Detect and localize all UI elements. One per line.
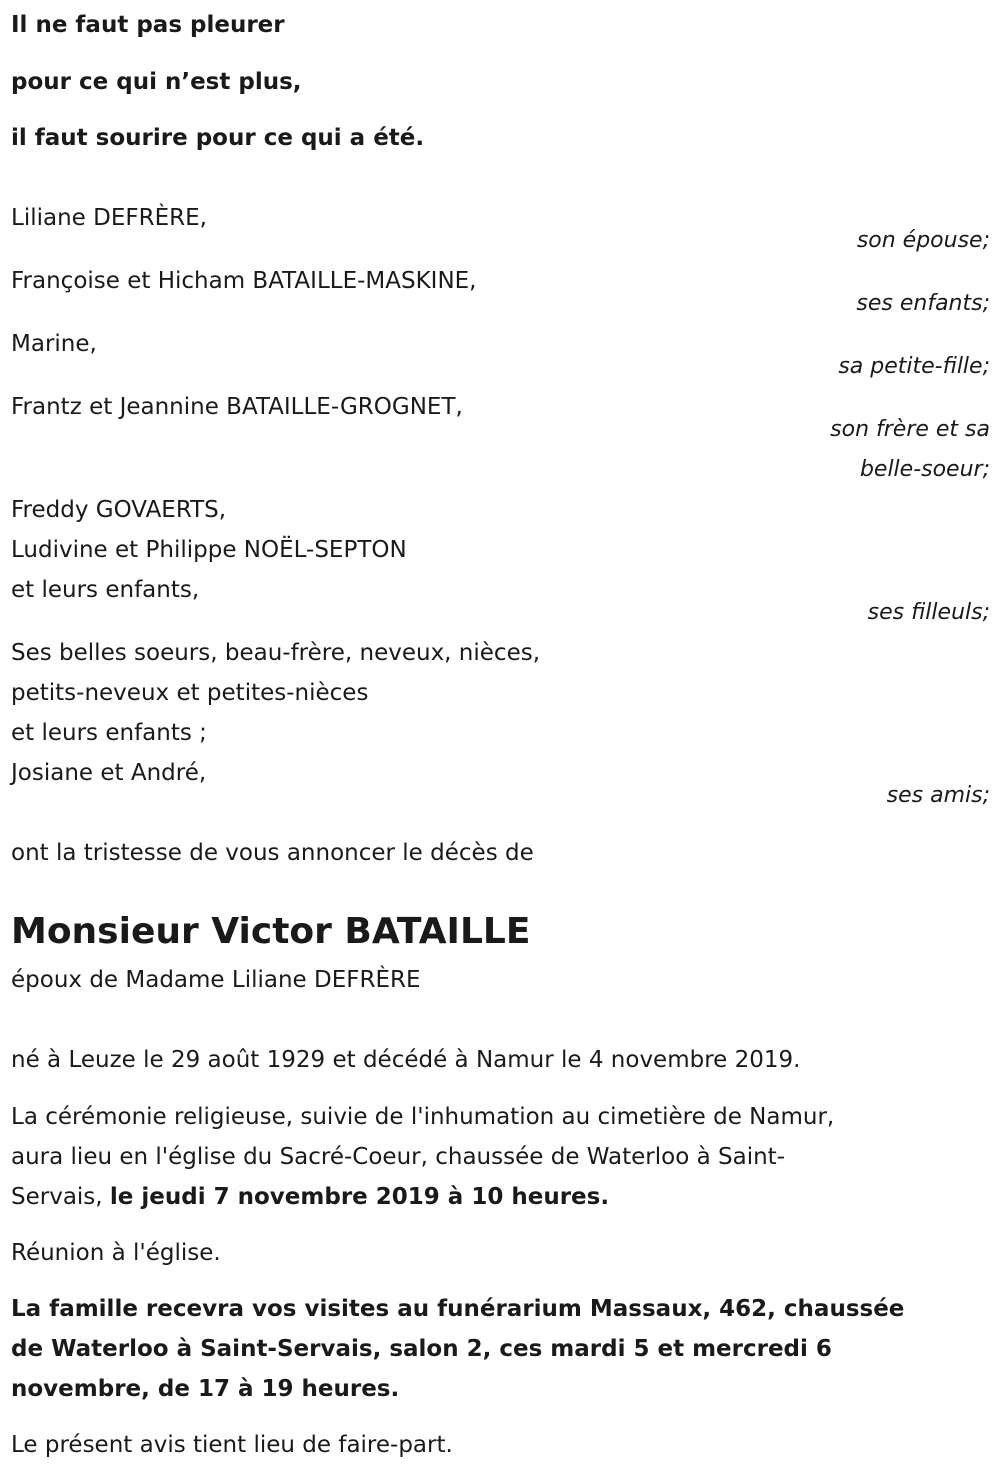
meeting-text: Réunion à l'église. — [11, 1240, 221, 1266]
ceremony-date-time: le jeudi 7 novembre 2019 à 10 heures. — [109, 1184, 610, 1210]
spouse-name: Liliane DEFRÈRE, — [11, 205, 207, 231]
sibling-relation-line-1: son frère et sa — [830, 417, 990, 442]
godchildren-line-2: Ludivine et Philippe NOËL-SEPTON — [11, 537, 407, 563]
ceremony-line-1: La cérémonie religieuse, suivie de l'inhumation au cimetière de Namur, — [11, 1104, 835, 1130]
sibling-name: Frantz et Jeannine BATAILLE-GROGNET, — [11, 394, 463, 420]
godchildren-line-1: Freddy GOVAERTS, — [11, 497, 227, 523]
friends-relation: ses amis; — [886, 783, 990, 808]
friends-line-3: et leurs enfants ; — [11, 720, 207, 746]
deceased-spouse-of: époux de Madame Liliane DEFRÈRE — [11, 967, 421, 993]
friends-line-1: Ses belles soeurs, beau-frère, neveux, nièces, — [11, 640, 541, 666]
epigraph-line-3: il faut sourire pour ce qui a été. — [11, 125, 425, 151]
epigraph-line-2: pour ce qui n’est plus, — [11, 69, 302, 95]
children-relation: ses enfants; — [856, 291, 990, 316]
children-name: Françoise et Hicham BATAILLE-MASKINE, — [11, 268, 477, 294]
spouse-relation: son épouse; — [856, 228, 990, 253]
visits-line-1: La famille recevra vos visites au funérarium Massaux, 462, chaussée — [11, 1296, 905, 1322]
visits-line-2: de Waterloo à Saint-Servais, salon 2, ces mardi 5 et mercredi 6 — [11, 1336, 832, 1362]
grandchild-relation: sa petite-fille; — [838, 354, 990, 379]
epigraph-line-1: Il ne faut pas pleurer — [11, 12, 285, 38]
birth-death-info: né à Leuze le 29 août 1929 et décédé à Namur le 4 novembre 2019. — [11, 1047, 801, 1073]
visits-line-3: novembre, de 17 à 19 heures. — [11, 1376, 400, 1402]
announcement-text: ont la tristesse de vous annoncer le décès de — [11, 840, 534, 866]
ceremony-line-3-start: Servais, — [11, 1184, 110, 1210]
sibling-relation-line-2: belle-soeur; — [859, 457, 990, 482]
godchildren-line-3: et leurs enfants, — [11, 577, 200, 603]
ceremony-line-3 — [11, 1182, 609, 1212]
footer-text: Le présent avis tient lieu de faire-part. — [11, 1432, 453, 1458]
grandchild-name: Marine, — [11, 331, 97, 357]
friends-line-4: Josiane et André, — [11, 760, 207, 786]
godchildren-relation: ses filleuls; — [867, 600, 990, 625]
deceased-name: Monsieur Victor BATAILLE — [11, 911, 531, 952]
ceremony-line-2: aura lieu en l'église du Sacré-Coeur, chaussée de Waterloo à Saint- — [11, 1144, 785, 1170]
friends-line-2: petits-neveux et petites-nièces — [11, 680, 369, 706]
